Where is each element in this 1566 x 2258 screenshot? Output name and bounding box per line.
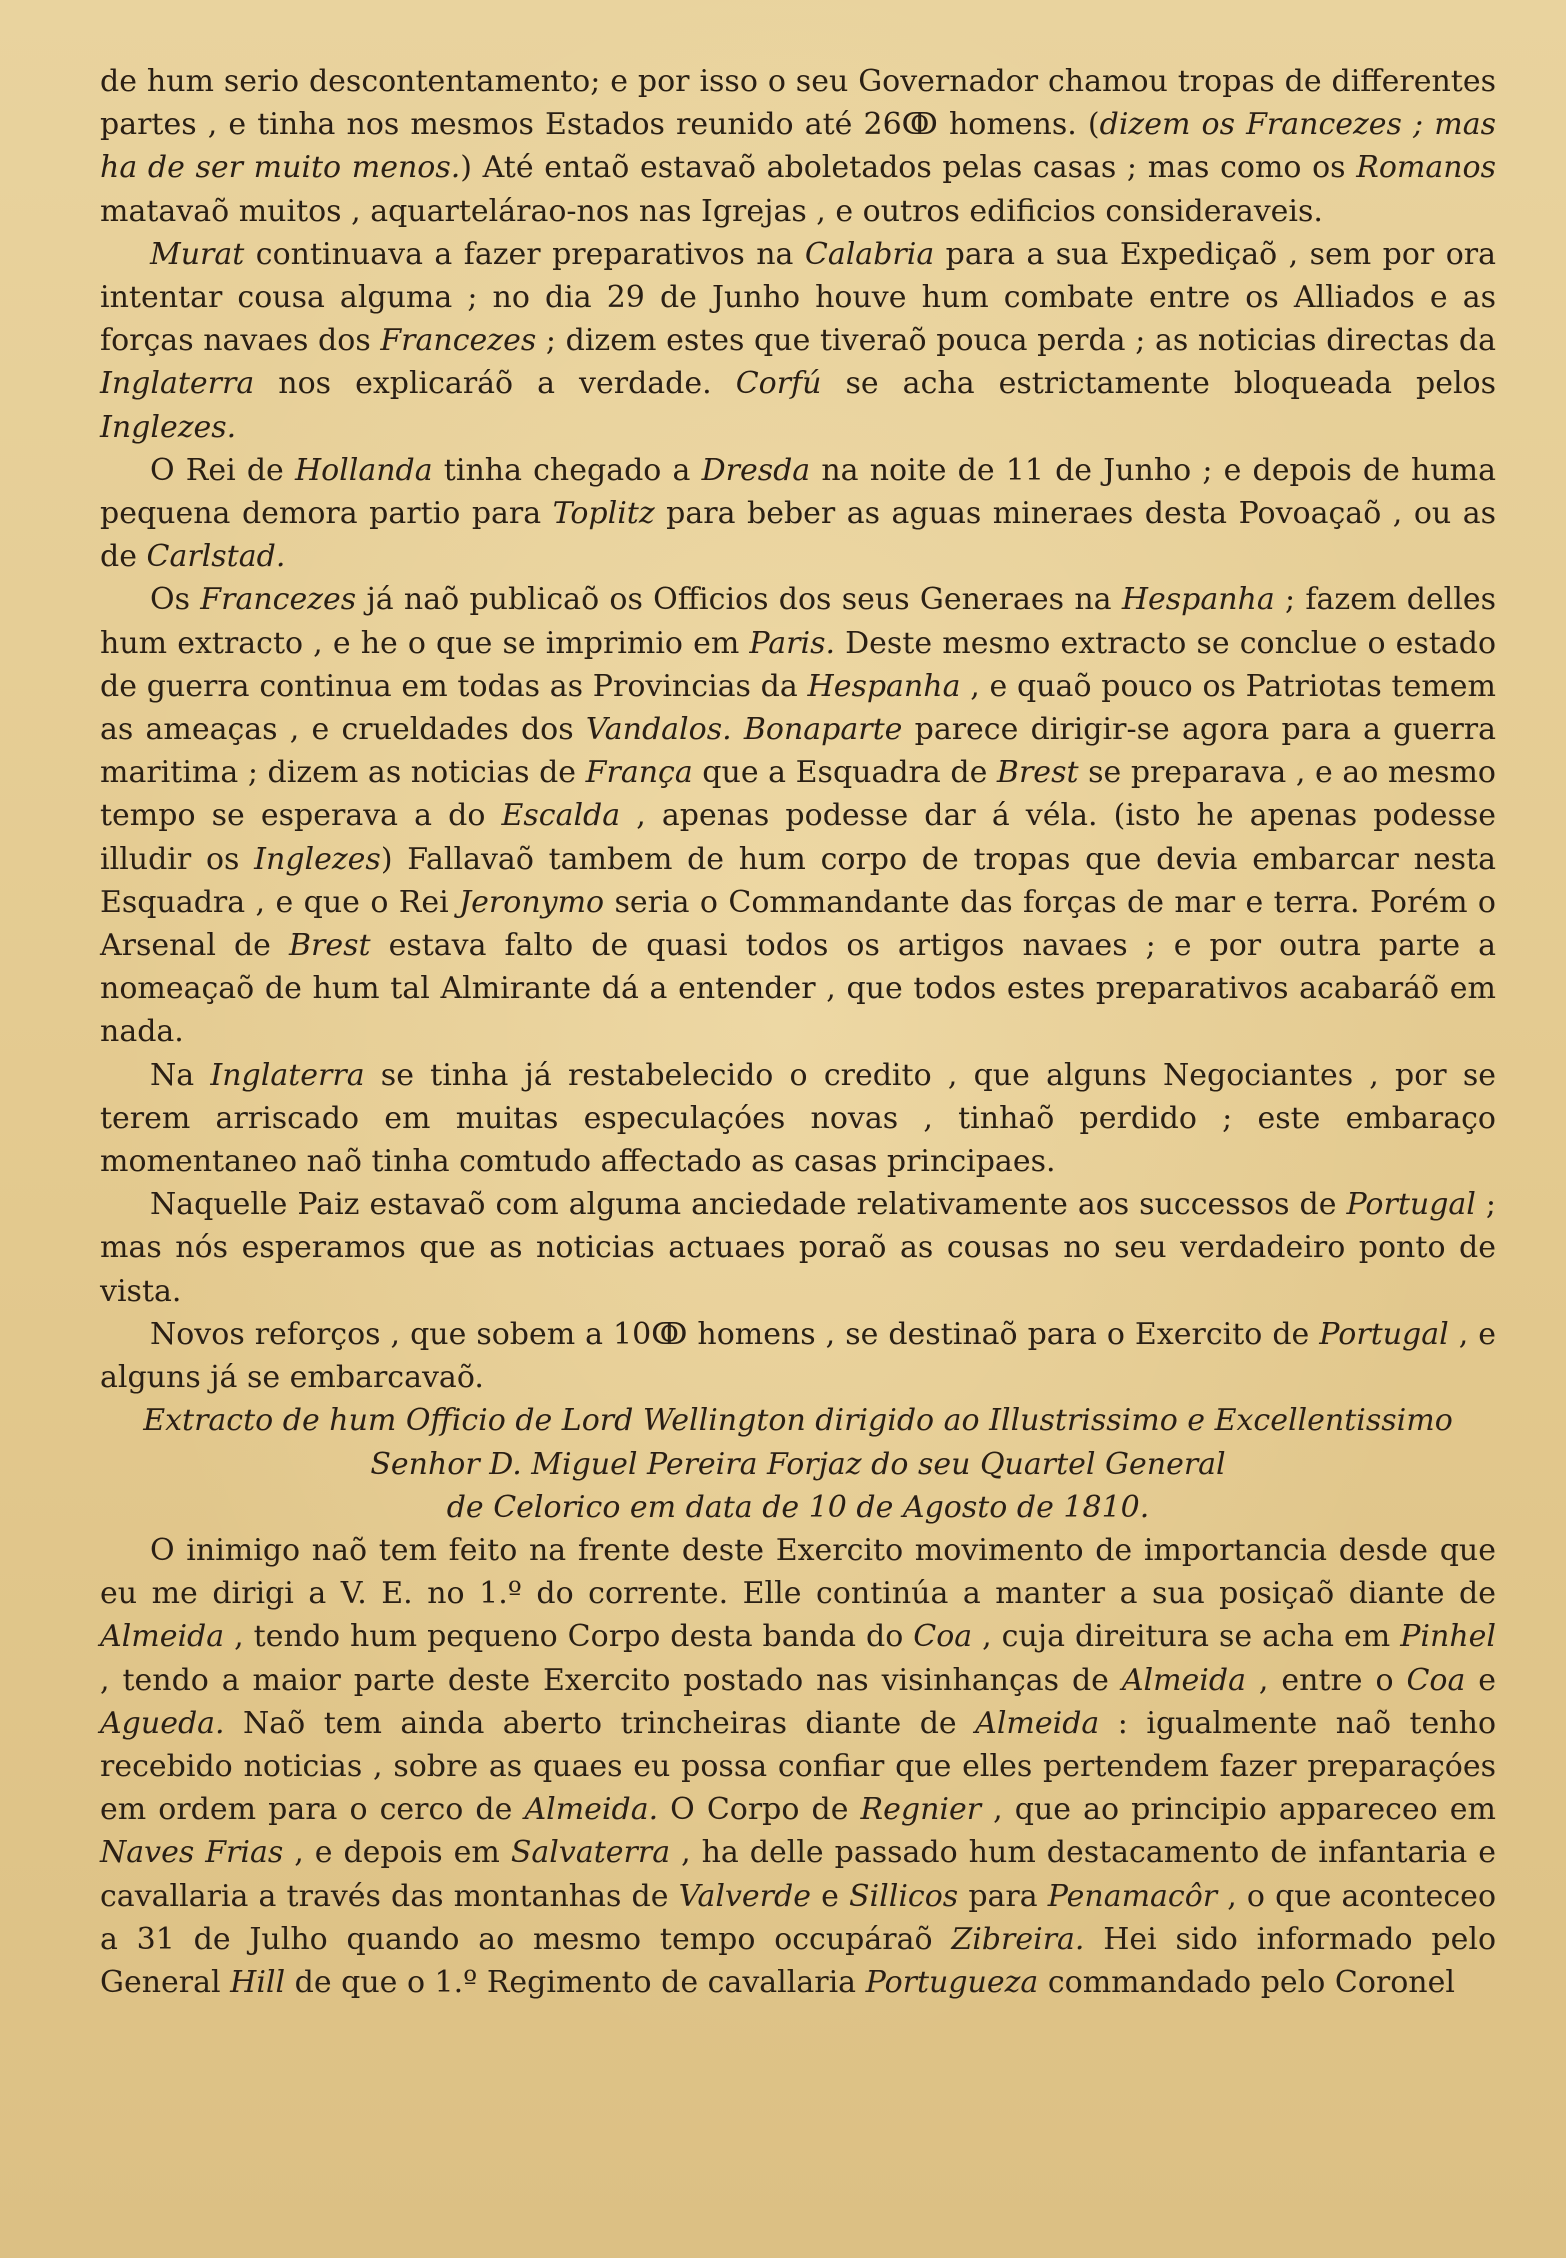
text-run: ; fazem delles hum extracto , e he o que se imprimio em [100, 582, 1497, 661]
italic-text: Portugueza [865, 1964, 1039, 2000]
text-run: Naquelle Paiz estavaõ com alguma anciedade relativamente aos successos de [150, 1187, 1347, 1223]
text-run: Novos reforços , que sobem a 10ↂ homens , se destinaõ para o Exercito de [150, 1316, 1320, 1352]
text-run: , entre o [1245, 1662, 1407, 1698]
italic-text: Agueda. [100, 1705, 225, 1741]
italic-text: Murat [150, 236, 245, 272]
italic-text: Romanos [1356, 150, 1496, 186]
paragraph [100, 1183, 1496, 1313]
text-run: para a sua Expediçaõ , sem por ora intentar cousa alguma ; no dia 29 de Junho houve hum combate entre os Alliados e as forças navaes dos [100, 236, 1496, 359]
italic-text: Almeida [100, 1619, 225, 1655]
italic-text: Hespanha [807, 668, 961, 704]
italic-text: dizem os Francezes ; mas ha de ser muito menos. [100, 107, 1496, 186]
text-run: para beber as aguas mineraes desta Povoaçaõ , ou as de [100, 496, 1496, 575]
italic-text: Salvaterra [510, 1835, 671, 1871]
italic-text: Paris. [749, 625, 836, 661]
text-run: Hei sido informado pelo General [100, 1921, 1497, 2000]
italic-text: Escalda [501, 798, 621, 834]
italic-text: Portugal [1346, 1187, 1476, 1223]
italic-text: Portugal [1319, 1316, 1449, 1352]
italic-text: Zibreira. [951, 1921, 1085, 1957]
italic-text: Inglaterra [100, 366, 255, 402]
text-run: Naõ tem ainda aberto trincheiras diante de [224, 1705, 976, 1741]
text-run: continuava a fazer preparativos na [244, 236, 805, 272]
paragraph [100, 1529, 1496, 2004]
dispatch-heading [100, 1399, 1496, 1529]
text-run: ; dizem estes que tiveraõ pouca perda ; as noticias directas da [536, 323, 1496, 359]
italic-text: Coa [1406, 1662, 1466, 1698]
italic-text: Valverde [678, 1878, 811, 1914]
text-run: O Corpo de [658, 1792, 861, 1828]
text-run: se acha estrictamente bloqueada pelos [821, 366, 1496, 402]
italic-text: Carlstad. [146, 539, 286, 575]
italic-text: Inglaterra [210, 1057, 365, 1093]
text-run: nos explicaráõ a verdade. [254, 366, 736, 402]
text-run: , que ao principio appareceo em [981, 1792, 1496, 1828]
text-run: , tendo hum pequeno Corpo desta banda do [224, 1619, 914, 1655]
text-run: , e depois em [283, 1835, 511, 1871]
text-run: na noite de 11 de Junho ; e depois de huma pequena demora partio para [100, 452, 1496, 532]
italic-text: Penamacôr [1047, 1878, 1218, 1914]
text-run: matavaõ muitos , aquartelárao-nos nas Igrejas , e outros edificios consideraveis. [100, 193, 1323, 229]
text-run: , e quaõ pouco os Patriotas temem as ameaças , e crueldades dos [100, 668, 1497, 748]
italic-text: Brest [996, 755, 1079, 791]
italic-text: França [585, 755, 693, 791]
text-run: , ha delle passado hum destacamento de infantaria e cavallaria a través das montanhas de [100, 1835, 1496, 1914]
text-run: , tendo a maior parte deste Exercito postado nas visinhanças de [100, 1662, 1122, 1698]
text-run: ; mas nós esperamos que as noticias actuaes poraõ as cousas no seu verdadeiro ponto de vista. [100, 1187, 1496, 1309]
paragraph [100, 1313, 1496, 1399]
text-run: tinha chegado a [432, 452, 702, 488]
text-run: se preparava , e ao mesmo tempo se esperava a do [100, 755, 1496, 834]
italic-text: Francezes [380, 323, 537, 359]
paragraph [100, 578, 1496, 1053]
text-run: de que o 1.º Regimento de cavallaria [285, 1964, 866, 2000]
italic-text: Calabria [804, 236, 935, 272]
article-body [100, 60, 1496, 2004]
text-run: Deste mesmo extracto se conclue o estado de guerra continua em todas as Provincias da [100, 625, 1497, 704]
heading-line: de Celorico em data de 10 de Agosto de 1810. [446, 1489, 1150, 1525]
text-run: de hum serio descontentamento; e por isso o seu Governador chamou tropas de differentes partes , e tinha nos mesmos Estados reunido até 26ↂ homens. ( [100, 64, 1496, 143]
text-run: ) Fallavaõ tambem de hum corpo de tropas que devia embarcar nesta Esquadra , e que o Rei [100, 841, 1496, 920]
italic-text: Pinhel [1400, 1619, 1496, 1655]
italic-text: Almeida [975, 1705, 1100, 1741]
text-run: , o que aconteceo a 31 de Julho quando ao mesmo tempo occupáraõ [100, 1878, 1497, 1957]
paragraph [100, 60, 1496, 233]
text-run: se tinha já restabelecido o credito , que alguns Negociantes , por se terem arriscado em muitas especulaçóes novas , tinhaõ perdido ; este embaraço momentaneo naõ tinha comtudo affectado as casas principaes. [100, 1057, 1497, 1180]
italic-text: Francezes [200, 582, 357, 618]
italic-text: Hollanda [294, 452, 433, 488]
italic-text: Almeida. [524, 1792, 659, 1828]
italic-text: Hespanha [1121, 582, 1275, 618]
italic-text: Corfú [735, 366, 822, 402]
paragraph [100, 233, 1496, 449]
text-run: parece dirigir-se agora para a guerra maritima ; dizem as noticias de [100, 712, 1497, 791]
text-run: estava falto de quasi todos os artigos navaes ; e por outra parte a nomeaçaõ de hum tal Almirante dá a entender , que todos estes preparativos acabaráõ em nada. [100, 928, 1496, 1050]
italic-text: Dresda [701, 452, 811, 488]
text-run: , cuja direitura se acha em [972, 1619, 1401, 1655]
heading-line: Extracto de hum Officio de Lord Wellington dirigido ao Illustrissimo e Excellentissimo Senhor D. Miguel Pereira Forjaz do seu Quartel General [143, 1403, 1453, 1482]
paragraph [100, 1054, 1496, 1184]
italic-text: Sillicos [849, 1878, 959, 1914]
italic-text: Regnier [860, 1792, 982, 1828]
text-run: O inimigo naõ tem feito na frente deste Exercito movimento de importancia desde que eu me dirigi a V. E. no 1.º do corrente. Elle continúa a manter a sua posiçaõ diante de [100, 1532, 1496, 1612]
text-run: que a Esquadra de [692, 755, 997, 791]
italic-text: Coa [913, 1619, 973, 1655]
italic-text: Almeida [1121, 1662, 1246, 1698]
italic-text: Brest [288, 928, 371, 964]
italic-text: Vandalos. Bonaparte [585, 712, 903, 748]
text-run: seria o Commandante das forças de mar e terra. Porém o Arsenal de [100, 884, 1496, 964]
text-run: para [958, 1878, 1048, 1914]
text-run: e [810, 1878, 849, 1914]
text-run: e [1465, 1662, 1497, 1698]
italic-text: Jeronymo [459, 884, 605, 920]
text-run: : igualmente naõ tenho recebido noticias , sobre as quaes eu possa confiar que elles pertendem fazer preparaçóes em ordem para o cerco de [100, 1705, 1497, 1828]
paragraphs-after-heading [100, 1529, 1496, 2004]
paragraph [100, 449, 1496, 579]
text-run: , e alguns já se embarcavaõ. [100, 1316, 1496, 1396]
text-run: ) Até entaõ estavaõ aboletados pelas casas ; mas como os [460, 150, 1357, 186]
italic-text: Toplitz [552, 496, 655, 532]
paragraphs-before-heading [100, 60, 1496, 1399]
text-run: Os [150, 582, 201, 618]
text-run: O Rei de [150, 452, 295, 488]
italic-text: Inglezes. [100, 409, 237, 445]
text-run: já naõ publicaõ os Officios dos seus Generaes na [356, 582, 1122, 618]
text-run: Na [150, 1057, 211, 1093]
text-run: commandado pelo Coronel [1038, 1964, 1455, 2000]
italic-text: Inglezes [254, 841, 381, 877]
italic-text: Hill [230, 1964, 286, 2000]
text-run: , apenas podesse dar á véla. (isto he apenas podesse illudir os [100, 798, 1497, 877]
italic-text: Naves Frias [100, 1835, 284, 1871]
